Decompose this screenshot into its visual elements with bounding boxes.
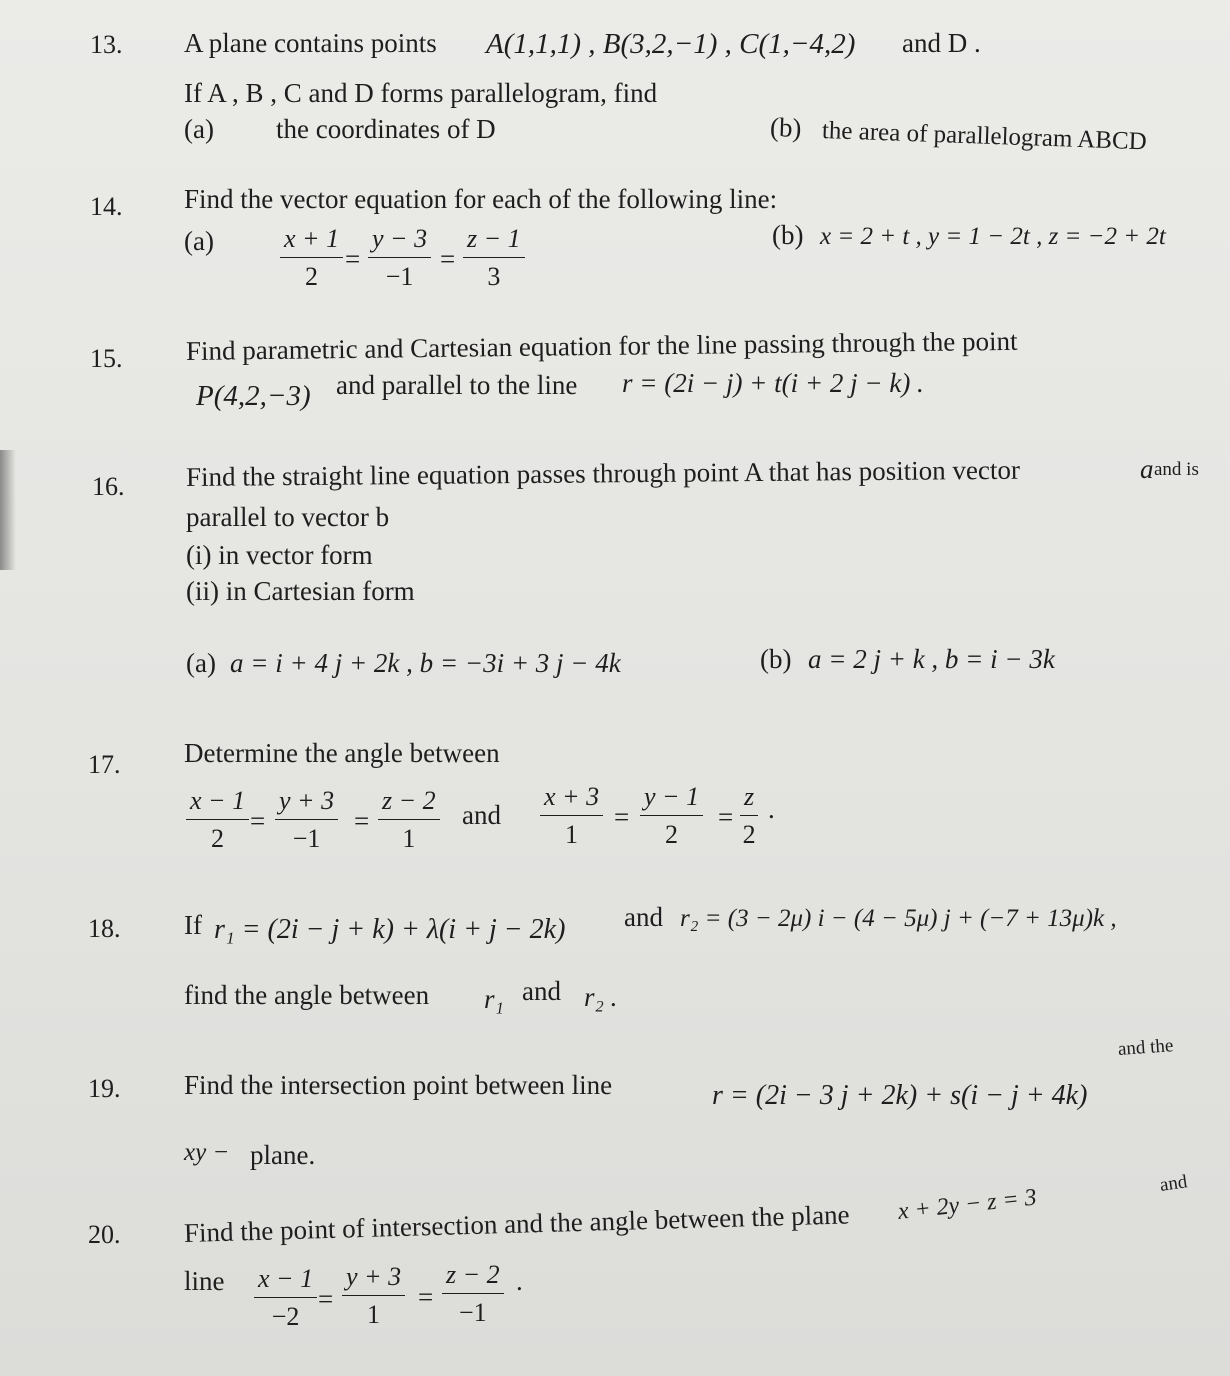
q17-equals-3: =	[614, 802, 630, 832]
q20-line-label: line	[184, 1266, 225, 1296]
q18-and-2: and	[522, 976, 561, 1006]
q16a-label: (a)	[186, 648, 216, 678]
q15-line-eq: r = (2i − j) + t(i + 2 j − k) .	[622, 368, 924, 398]
q14-text: Find the vector equation for each of the following line:	[184, 184, 778, 214]
q16-and-is: and is	[1154, 459, 1199, 480]
q20-equals-2: =	[418, 1282, 434, 1312]
q18-r1: r₁	[484, 984, 504, 1014]
q17-equals-2: =	[354, 806, 370, 836]
q20-number: 20.	[88, 1220, 121, 1249]
q15-text-2: and parallel to the line	[336, 370, 578, 400]
q17-text: Determine the angle between	[184, 738, 500, 768]
q14a-equals-1: =	[345, 244, 361, 274]
q17-fraction-2: $\frac{y + 3}{-1}$	[275, 786, 338, 854]
q13-and-d: and D .	[902, 28, 981, 58]
q13-text: A plane contains points	[184, 28, 437, 58]
q19-plane: plane.	[250, 1140, 316, 1170]
page-edge-shadow	[0, 450, 16, 570]
q17-fraction-6: $\frac{z}{2}$	[740, 782, 758, 850]
q17-and: and	[462, 800, 501, 830]
q16-text: Find the straight line equation passes through point A that has position vector	[185, 454, 1021, 492]
q19-number: 19.	[88, 1074, 121, 1103]
q14-number: 14.	[90, 192, 123, 221]
q14a-equals-2: =	[440, 244, 456, 274]
q19-xy: xy −	[184, 1139, 230, 1166]
q20-fraction-2: $\frac{y + 3}{1}$	[342, 1262, 405, 1330]
q14a-fraction-1: $\frac{x + 1}{2}$	[280, 224, 343, 292]
q16-number: 16.	[92, 472, 125, 501]
q19-line-eq: r = (2i − 3 j + 2k) + s(i − j + 4k)	[712, 1080, 1088, 1111]
q20-fraction-1: $\frac{x - 1}{-2}$	[254, 1264, 317, 1332]
q20-period: .	[516, 1266, 523, 1296]
q14b-label: (b)	[772, 220, 804, 250]
q16-i: (i) in vector form	[186, 540, 373, 570]
q17-fraction-1: $\frac{x - 1}{2}$	[186, 786, 249, 854]
q13-points: A(1,1,1) , B(3,2,−1) , C(1,−4,2)	[486, 28, 856, 60]
q15-number: 15.	[90, 344, 123, 373]
q13-number: 13.	[90, 30, 123, 59]
q17-number: 17.	[88, 750, 121, 779]
q15-text: Find parametric and Cartesian equation for the line passing through the point	[185, 325, 1018, 366]
q19-text: Find the intersection point between line	[184, 1070, 613, 1100]
q16-vector-a: a	[1140, 454, 1154, 484]
q14a-fraction-2: $\frac{y - 3}{-1}$	[368, 224, 431, 292]
q14b-text: x = 2 + t , y = 1 − 2t , z = −2 + 2t	[820, 223, 1166, 250]
q19-and-the: and the	[1117, 1035, 1175, 1060]
q16-ii: (ii) in Cartesian form	[186, 576, 415, 606]
q18-text: find the angle between	[184, 980, 430, 1010]
q13b-text: the area of parallelogram ABCD	[821, 117, 1148, 156]
q16b-label: (b)	[760, 644, 792, 674]
q13-line2: If A , B , C and D forms parallelogram, find	[184, 78, 658, 108]
q18-and: and	[624, 902, 663, 932]
q20-and: and	[1158, 1171, 1189, 1196]
q17-fraction-4: $\frac{x + 3}{1}$	[540, 782, 603, 850]
q17-equals-4: =	[718, 802, 734, 832]
q13a-label: (a)	[184, 114, 214, 144]
q18-r2: r₂ .	[584, 982, 618, 1012]
q14a-label: (a)	[184, 226, 214, 256]
q18-if: If	[184, 910, 202, 940]
q17-equals-1: =	[250, 806, 266, 836]
q15-point: P(4,2,−3)	[196, 380, 311, 412]
q20-plane-eq: x + 2y − z = 3	[896, 1184, 1038, 1225]
q20-fraction-3: $\frac{z - 2}{-1}$	[442, 1260, 504, 1328]
q20-equals-1: =	[318, 1284, 334, 1314]
q20-text: Find the point of intersection and the angle between the plane	[183, 1199, 850, 1248]
q16b-text: a = 2 j + k , b = i − 3k	[808, 644, 1055, 674]
q18-r1-eq: r₁ = (2i − j + k) + λ(i + j − 2k)	[214, 914, 566, 945]
q18-r2-eq: r₂ = (3 − 2μ) i − (4 − 5μ) j + (−7 + 13μ)k ,	[680, 905, 1117, 932]
q13b-label: (b)	[769, 112, 803, 144]
q17-fraction-3: $\frac{z - 2}{1}$	[378, 786, 440, 854]
q13a-text: the coordinates of D	[276, 114, 496, 144]
q14a-fraction-3: $\frac{z - 1}{3}$	[463, 224, 525, 292]
q17-fraction-5: $\frac{y - 1}{2}$	[640, 782, 703, 850]
q17-period: .	[768, 794, 775, 824]
q16a-text: a = i + 4 j + 2k , b = −3i + 3 j − 4k	[230, 648, 621, 678]
q18-number: 18.	[88, 914, 121, 943]
q16-line2: parallel to vector b	[186, 502, 390, 532]
